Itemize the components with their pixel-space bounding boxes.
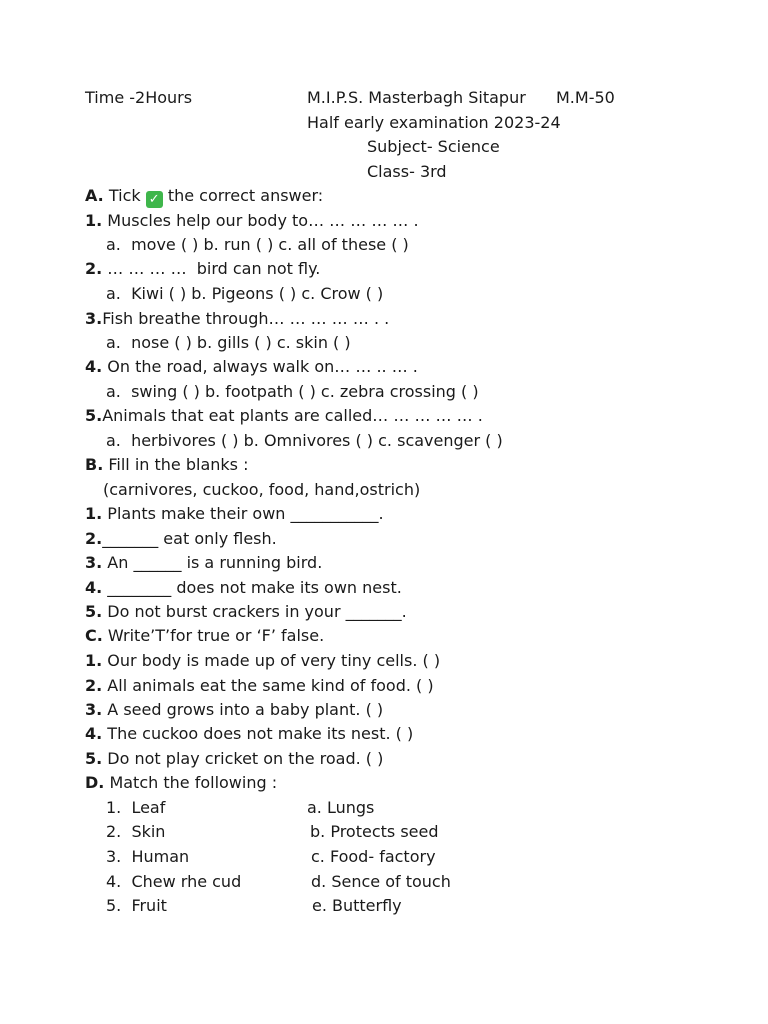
question-a1 bbox=[85, 211, 419, 231]
school-name: M.I.P.S. Masterbagh Sitapur bbox=[307, 88, 526, 107]
question-c4 bbox=[85, 724, 413, 744]
question-text: _______ eat only flesh. bbox=[102, 529, 277, 548]
section-a-heading bbox=[85, 186, 323, 208]
max-marks: M.M-50 bbox=[556, 88, 615, 107]
question-number: 5. bbox=[85, 602, 103, 621]
options-a3: a. nose ( ) b. gills ( ) c. skin ( ) bbox=[106, 333, 351, 352]
question-text: All animals eat the same kind of food. ( ) bbox=[102, 676, 434, 695]
question-text: Muscles help our body to… … … … … . bbox=[102, 211, 419, 230]
match-left-3: 3. Human bbox=[106, 847, 190, 866]
question-b4 bbox=[85, 578, 402, 598]
question-c1 bbox=[85, 651, 440, 671]
checkmark-icon: ✓ bbox=[146, 191, 163, 208]
question-number: 2. bbox=[85, 529, 103, 548]
question-text: … … … … bird can not fly. bbox=[102, 259, 321, 278]
question-text: An ______ is a running bird. bbox=[102, 553, 323, 572]
word-bank: (carnivores, cuckoo, food, hand,ostrich) bbox=[103, 480, 421, 499]
class-label: Class- 3rd bbox=[367, 162, 447, 181]
match-right-2: b. Protects seed bbox=[310, 822, 439, 841]
section-d-heading bbox=[85, 773, 277, 793]
match-right-1: a. Lungs bbox=[307, 798, 375, 817]
question-number: 4. bbox=[85, 357, 103, 376]
question-number: 4. bbox=[85, 724, 103, 743]
question-number: 4. bbox=[85, 578, 103, 597]
question-a3 bbox=[85, 309, 389, 329]
question-text: Fish breathe through… … … … … . . bbox=[102, 309, 390, 328]
question-text: ________ does not make its own nest. bbox=[102, 578, 402, 597]
question-number: 5. bbox=[85, 406, 103, 425]
question-c3 bbox=[85, 700, 383, 720]
question-number: 5. bbox=[85, 749, 103, 768]
time-label: Time -2Hours bbox=[85, 88, 193, 107]
exam-title: Half early examination 2023-24 bbox=[307, 113, 561, 132]
section-d-title: Match the following : bbox=[104, 773, 278, 792]
section-a-post: the correct answer: bbox=[162, 186, 324, 205]
question-c2 bbox=[85, 676, 434, 696]
question-b1 bbox=[85, 504, 384, 524]
section-b-heading bbox=[85, 455, 248, 475]
question-b2 bbox=[85, 529, 277, 549]
question-number: 1. bbox=[85, 504, 103, 523]
match-right-5: e. Butterfly bbox=[312, 896, 402, 915]
section-b-label: B. bbox=[85, 455, 104, 474]
question-b5 bbox=[85, 602, 407, 622]
options-a5: a. herbivores ( ) b. Omnivores ( ) c. scavenger ( ) bbox=[106, 431, 503, 450]
question-a4 bbox=[85, 357, 418, 377]
section-a-pre: Tick bbox=[103, 186, 146, 205]
question-c5 bbox=[85, 749, 383, 769]
match-right-3: c. Food- factory bbox=[311, 847, 436, 866]
section-c-title: Write’T’for true or ‘F’ false. bbox=[102, 626, 325, 645]
section-c-heading bbox=[85, 626, 324, 646]
question-number: 1. bbox=[85, 651, 103, 670]
question-b3 bbox=[85, 553, 322, 573]
question-text: Plants make their own ___________. bbox=[102, 504, 384, 523]
match-left-5: 5. Fruit bbox=[106, 896, 167, 915]
options-a1: a. move ( ) b. run ( ) c. all of these ( ) bbox=[106, 235, 409, 254]
section-a-label: A. bbox=[85, 186, 104, 205]
match-left-2: 2. Skin bbox=[106, 822, 166, 841]
question-text: On the road, always walk on… … .. … . bbox=[102, 357, 418, 376]
question-number: 3. bbox=[85, 309, 103, 328]
match-left-1: 1. Leaf bbox=[106, 798, 166, 817]
subject-label: Subject- Science bbox=[367, 137, 500, 156]
question-text: Our body is made up of very tiny cells. ( ) bbox=[102, 651, 441, 670]
section-c-label: C. bbox=[85, 626, 103, 645]
question-text: Animals that eat plants are called… … … … … . bbox=[102, 406, 483, 425]
match-right-4: d. Sence of touch bbox=[311, 872, 451, 891]
section-d-label: D. bbox=[85, 773, 105, 792]
options-a2: a. Kiwi ( ) b. Pigeons ( ) c. Crow ( ) bbox=[106, 284, 384, 303]
section-b-title: Fill in the blanks : bbox=[103, 455, 249, 474]
question-text: Do not play cricket on the road. ( ) bbox=[102, 749, 384, 768]
question-a2 bbox=[85, 259, 320, 279]
question-number: 2. bbox=[85, 259, 103, 278]
question-a5 bbox=[85, 406, 483, 426]
question-number: 3. bbox=[85, 553, 103, 572]
question-text: The cuckoo does not make its nest. ( ) bbox=[102, 724, 414, 743]
question-number: 2. bbox=[85, 676, 103, 695]
question-number: 1. bbox=[85, 211, 103, 230]
options-a4: a. swing ( ) b. footpath ( ) c. zebra crossing ( ) bbox=[106, 382, 479, 401]
question-text: A seed grows into a baby plant. ( ) bbox=[102, 700, 384, 719]
question-number: 3. bbox=[85, 700, 103, 719]
match-left-4: 4. Chew rhe cud bbox=[106, 872, 242, 891]
question-text: Do not burst crackers in your _______. bbox=[102, 602, 407, 621]
